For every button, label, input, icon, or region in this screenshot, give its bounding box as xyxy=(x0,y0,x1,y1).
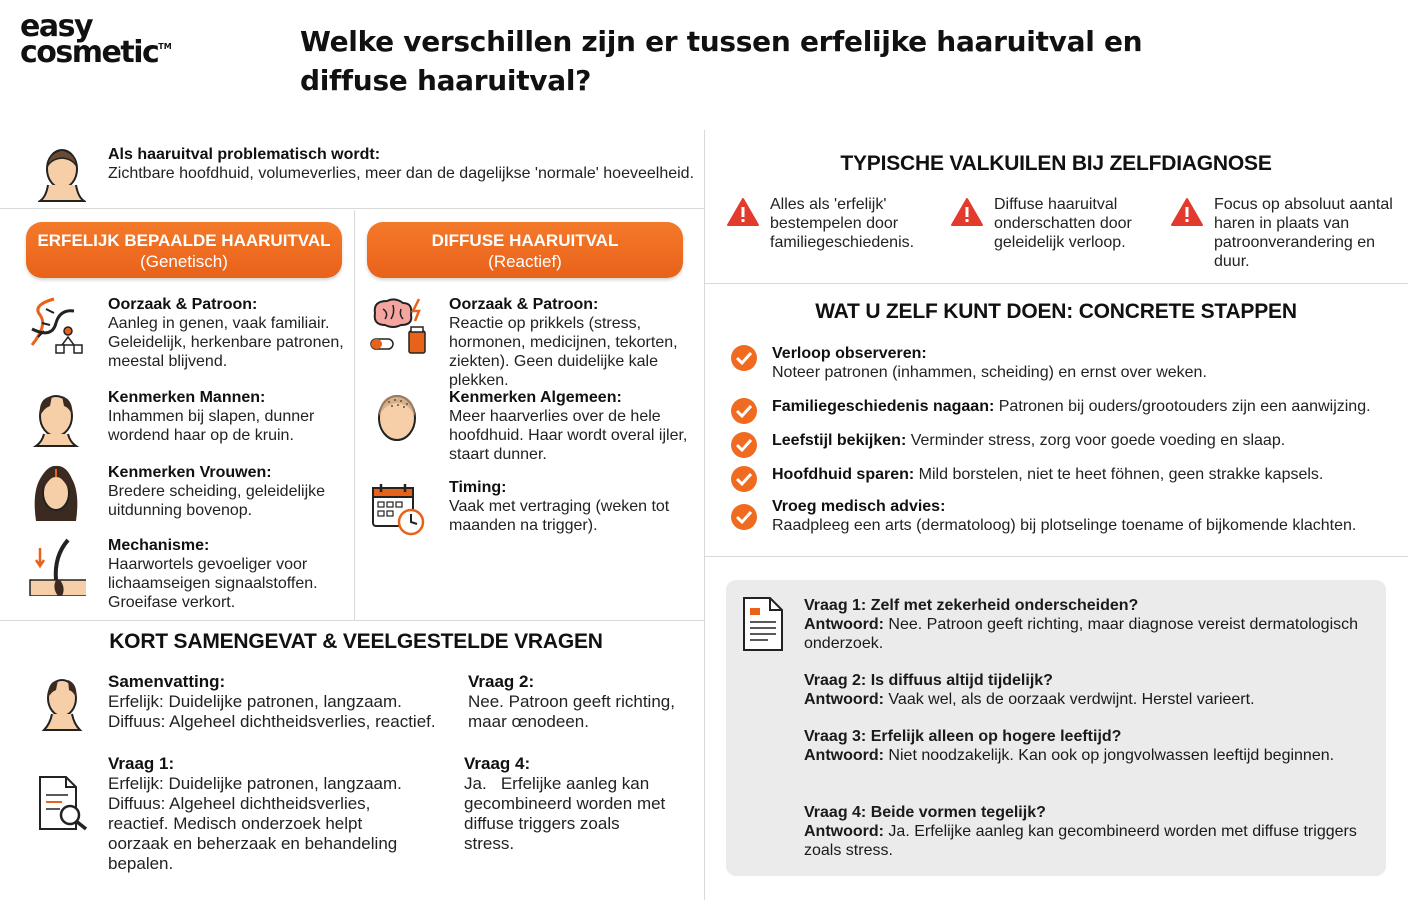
hereditary-pill-sub: (Genetisch) xyxy=(140,252,228,271)
hereditary-item xyxy=(26,388,351,448)
intro-block xyxy=(38,145,694,203)
faq-answer-label: Antwoord: xyxy=(804,691,884,708)
vraag2-heading: Vraag 2: xyxy=(468,672,535,691)
brain-pills-icon xyxy=(367,295,427,355)
checkmark-icon xyxy=(730,431,758,459)
step-item xyxy=(730,431,1390,459)
hereditary-item xyxy=(26,463,351,523)
vraag4-heading: Vraag 4: xyxy=(464,754,531,773)
step-heading: Vroeg medisch advies: xyxy=(772,498,946,515)
document-icon xyxy=(740,596,786,652)
pitfall-item xyxy=(950,195,1160,252)
item-heading: Oorzaak & Patroon: xyxy=(449,296,599,313)
vraag4-text: Ja. Erfelijke aanleg kan gecombineerd worden met diffuse triggers zoals stress. xyxy=(464,774,671,853)
summary-line2: Diffuus: Algeheel dichtheidsverlies, reactief. xyxy=(108,712,436,731)
summary-divider xyxy=(0,620,704,621)
item-text: Vaak met vertraging (weken tot maanden na trigger). xyxy=(449,498,670,534)
item-text: Aanleg in genen, vaak familiair. Geleidelijk, herkenbare patronen, meestal blijvend. xyxy=(108,315,344,370)
male-balding-icon xyxy=(26,388,86,448)
faq-item xyxy=(804,671,1364,709)
hereditary-pill xyxy=(26,222,342,278)
warning-icon xyxy=(726,197,760,227)
hereditary-pill-title: ERFELIJK BEPAALDE HAARUITVAL xyxy=(37,231,331,250)
item-text: Bredere scheiding, geleidelijke uitdunning bovenop. xyxy=(108,483,326,519)
item-heading: Kenmerken Algemeen: xyxy=(449,389,622,406)
item-text: Reactie op prikkels (stress, hormonen, medicijnen, tekorten, ziekten). Geen duidelijke kale plekken. xyxy=(449,315,678,389)
logo-trademark: TM xyxy=(158,41,172,51)
faq-question: Vraag 2: Is diffuus altijd tijdelijk? xyxy=(804,672,1053,689)
step-item xyxy=(730,497,1390,535)
item-text: Meer haarverlies over de hele hoofdhuid. Haar wordt overal ijler, staart dunner. xyxy=(449,408,688,463)
diffuse-pill-title: DIFFUSE HAARUITVAL xyxy=(431,231,619,250)
faq-question: Vraag 1: Zelf met zekerheid onderscheiden? xyxy=(804,597,1139,614)
step-item xyxy=(730,465,1390,493)
vraag1-block xyxy=(108,754,418,874)
pitfalls-divider xyxy=(704,283,1408,284)
diffuse-item xyxy=(367,478,702,538)
checkmark-icon xyxy=(730,344,758,372)
diffuse-pill-sub: (Reactief) xyxy=(488,252,562,271)
vraag1-text: Erfelijk: Duidelijke patronen, langzaam. Diffuus: Algeheel dichtheidsverlies, reactief. Medisch onderzoek helpt oorzaak en beherzaak en behandeling bepalen. xyxy=(108,774,402,873)
faq-item xyxy=(804,803,1364,860)
column-divider xyxy=(354,210,355,620)
checkmark-icon xyxy=(730,397,758,425)
intro-text: Zichtbare hoofdhuid, volumeverlies, meer dan de dagelijkse 'normale' hoeveelheid. xyxy=(108,165,695,182)
step-item xyxy=(730,344,1390,382)
item-heading: Mechanisme: xyxy=(108,537,210,554)
step-heading: Familiegeschiedenis nagaan: xyxy=(772,398,995,415)
item-heading: Timing: xyxy=(449,479,507,496)
item-text: Inhammen bij slapen, dunner wordend haar op de kruin. xyxy=(108,408,315,444)
pitfall-item xyxy=(726,195,936,252)
step-heading: Verloop observeren: xyxy=(772,345,927,362)
hereditary-item xyxy=(26,295,351,371)
pitfall-text: Diffuse haaruitval onderschatten door geleidelijk verloop. xyxy=(994,196,1132,251)
faq-answer: Niet noodzakelijk. Kan ook op jongvolwassen leeftijd beginnen. xyxy=(883,747,1335,764)
diffuse-pill xyxy=(367,222,683,278)
faq-answer-label: Antwoord: xyxy=(804,823,884,840)
vraag2-text: Nee. Patroon geeft richting, maar œnodeen. xyxy=(468,692,675,731)
hereditary-item xyxy=(26,536,351,612)
faq-item xyxy=(804,596,1364,653)
item-heading: Kenmerken Mannen: xyxy=(108,389,266,406)
logo-line2: cosmetic xyxy=(20,34,159,70)
dna-family-icon xyxy=(26,295,86,355)
steps-divider xyxy=(704,556,1408,557)
hair-follicle-icon xyxy=(26,536,86,596)
pitfall-item xyxy=(1170,195,1400,271)
faq-item xyxy=(804,727,1364,765)
pitfall-text: Alles als 'erfelijk' bestempelen door familiegeschiedenis. xyxy=(770,196,915,251)
calendar-clock-icon xyxy=(367,478,427,538)
step-text: Patronen bij ouders/grootouders zijn een aanwijzing. xyxy=(998,398,1371,415)
step-text: Verminder stress, zorg voor goede voeding en slaap. xyxy=(910,432,1286,449)
summary-block xyxy=(108,672,458,732)
item-heading: Oorzaak & Patroon: xyxy=(108,296,258,313)
summary-title: KORT SAMENGEVAT & VEELGESTELDE VRAGEN xyxy=(109,630,603,653)
intro-heading: Als haaruitval problematisch wordt: xyxy=(108,146,381,163)
faq-answer-label: Antwoord: xyxy=(804,747,884,764)
checkmark-icon xyxy=(730,503,758,531)
step-item xyxy=(730,397,1390,425)
summary-heading: Samenvatting: xyxy=(108,672,226,691)
faq-question: Vraag 3: Erfelijk alleen op hogere leeftijd? xyxy=(804,728,1122,745)
diffuse-item xyxy=(367,295,702,390)
warning-icon xyxy=(950,197,984,227)
vraag2-block xyxy=(468,672,678,732)
thinning-head-icon xyxy=(367,388,427,448)
faq-answer: Vaak wel, als de oorzaak verdwijnt. Herstel varieert. xyxy=(883,691,1255,708)
pitfall-text: Focus op absoluut aantal haren in plaats van patroonverandering en duur. xyxy=(1214,196,1393,270)
steps-title: WAT U ZELF KUNT DOEN: CONCRETE STAPPEN xyxy=(815,300,1297,323)
faq-answer-label: Antwoord: xyxy=(804,616,884,633)
female-head-icon xyxy=(26,463,86,523)
item-heading: Kenmerken Vrouwen: xyxy=(108,464,272,481)
faq-answer: Ja. Erfelijke aanleg kan gecombineerd worden met diffuse triggers zoals stress. xyxy=(804,823,1357,859)
faq-question: Vraag 4: Beide vormen tegelijk? xyxy=(804,804,1046,821)
document-search-icon xyxy=(36,775,90,831)
head-icon xyxy=(38,145,86,203)
intro-divider xyxy=(0,208,704,209)
center-divider xyxy=(704,130,705,900)
summary-line1: Erfelijk: Duidelijke patronen, langzaam. xyxy=(108,692,402,711)
vraag1-heading: Vraag 1: xyxy=(108,754,175,773)
step-text: Noteer patronen (inhammen, scheiding) en ernst over weken. xyxy=(772,364,1207,381)
item-text: Haarwortels gevoeliger voor lichaamseigen signaalstoffen. Groeifase verkort. xyxy=(108,556,318,611)
step-heading: Leefstijl bekijken: xyxy=(772,432,907,449)
pitfalls-title: TYPISCHE VALKUILEN BIJ ZELFDIAGNOSE xyxy=(840,152,1272,175)
logo-line1: easy xyxy=(20,9,93,44)
warning-icon xyxy=(1170,197,1204,227)
brand-logo xyxy=(20,9,172,70)
male-balding-icon xyxy=(38,672,86,732)
checkmark-icon xyxy=(730,465,758,493)
page-title: Welke verschillen zijn er tussen erfelijke haaruitval en diffuse haaruitval? xyxy=(300,25,1143,97)
vraag4-block xyxy=(464,754,669,854)
diffuse-item xyxy=(367,388,702,464)
faq-answer: Nee. Patroon geeft richting, maar diagnose vereist dermatologisch onderzoek. xyxy=(804,616,1359,652)
step-text: Raadpleeg een arts (dermatoloog) bij plotselinge toename of bijkomende klachten. xyxy=(772,517,1357,534)
step-text: Mild borstelen, niet te heet föhnen, geen strakke kapsels. xyxy=(918,466,1324,483)
step-heading: Hoofdhuid sparen: xyxy=(772,466,915,483)
